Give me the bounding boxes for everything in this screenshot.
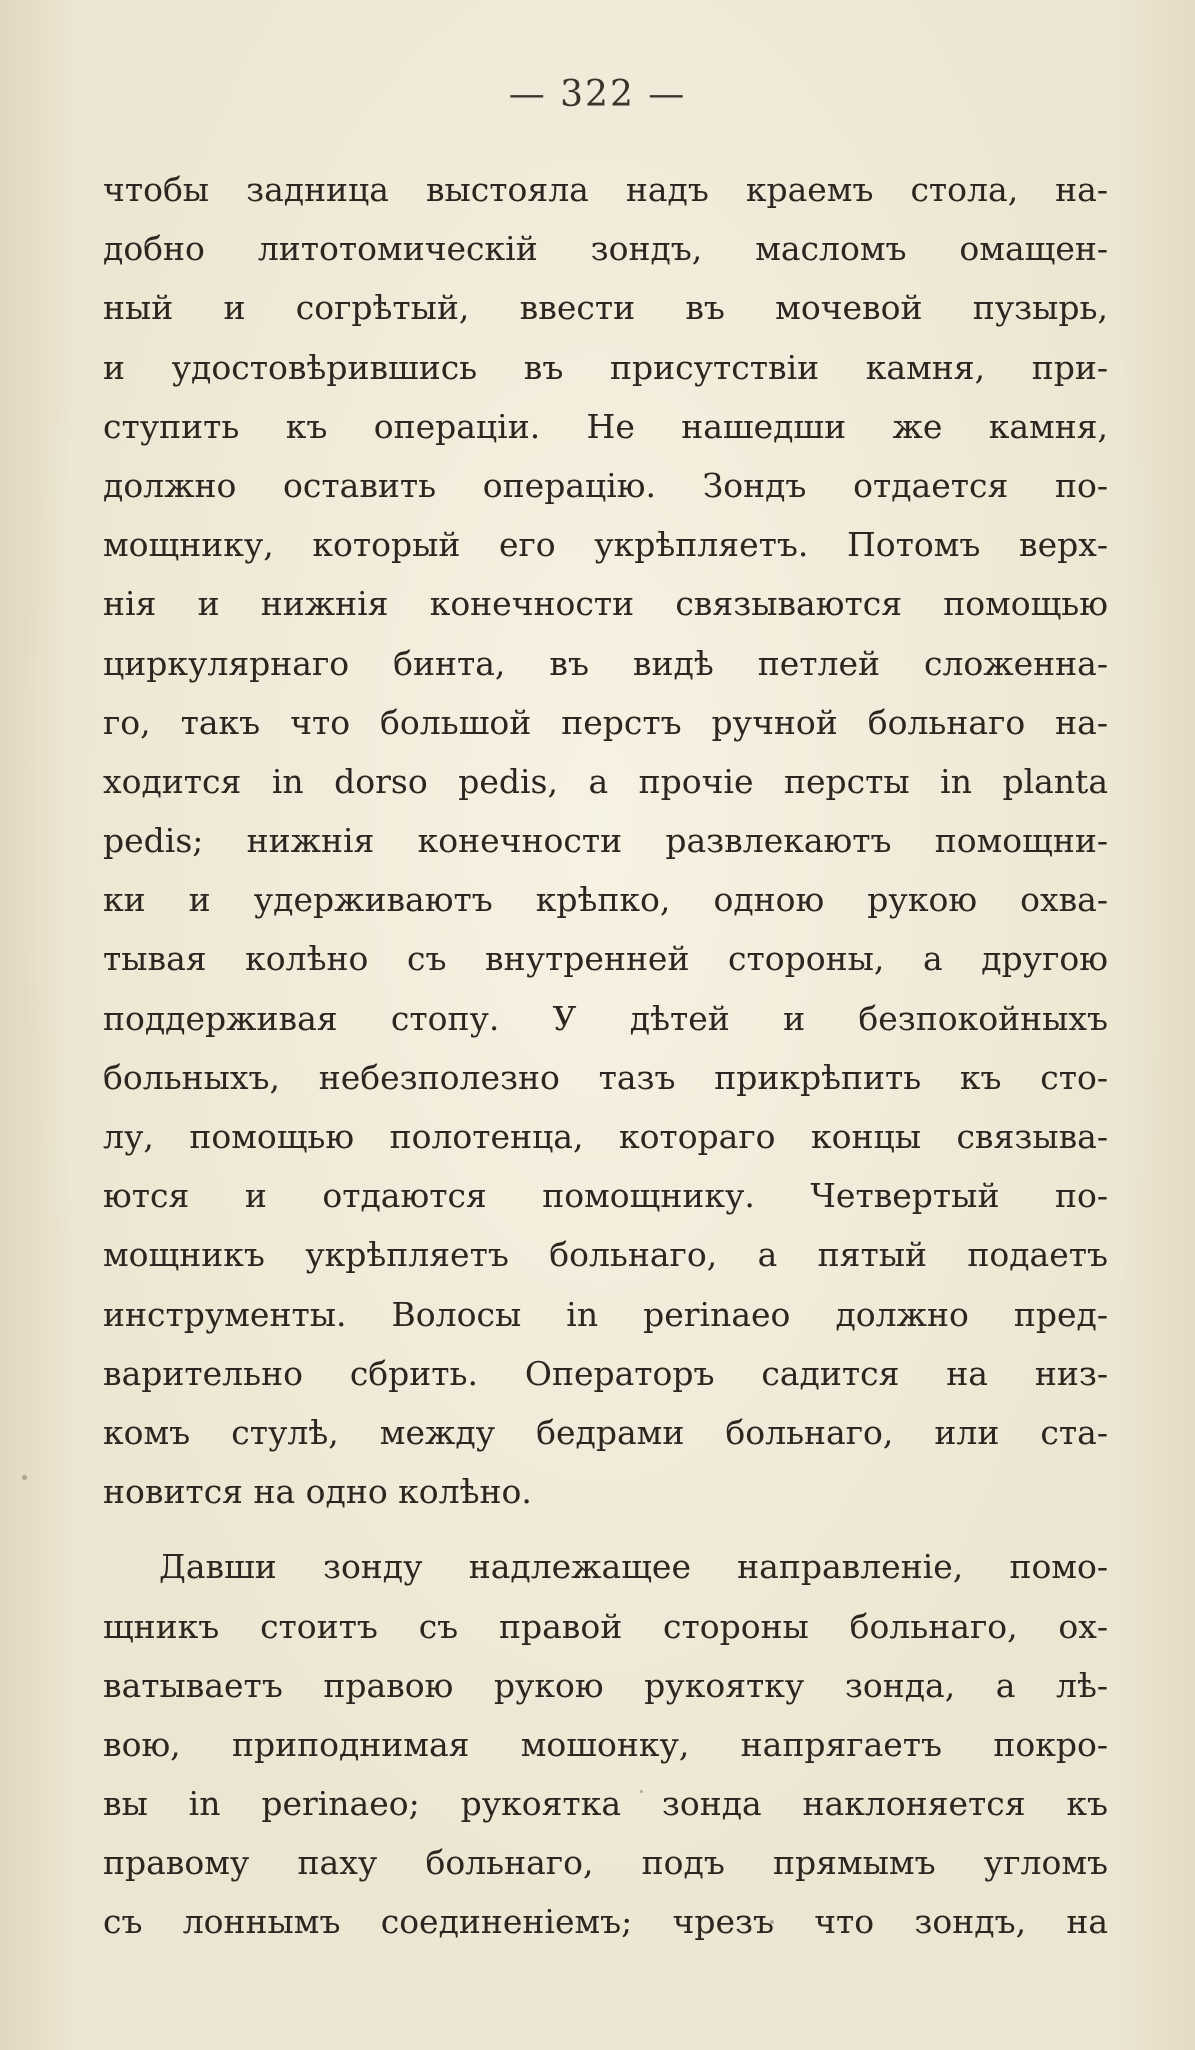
text-line: ются и отдаются помощнику. Четвертый по- (103, 1176, 1108, 1216)
text-line: съ лоннымъ соединеніемъ; чрезъ что зондъ, на (103, 1902, 1108, 1942)
text-line: поддерживая стопу. У дѣтей и безпокойныхъ (103, 998, 1108, 1038)
page-body (103, 160, 1108, 1952)
text-line: мощнику, который его укрѣпляетъ. Потомъ верх- (103, 525, 1108, 565)
text-line: ный и согрѣтый, ввести въ мочевой пузырь, (103, 288, 1108, 328)
paper-speck (640, 1790, 643, 1793)
text-line: Давши зонду надлежащее направленіе, помо- (159, 1547, 1108, 1587)
paper-speck (22, 1475, 27, 1480)
text-line: правому паху больнаго, подъ прямымъ угломъ (103, 1843, 1108, 1883)
text-line: варительно сбрить. Операторъ садится на низ- (103, 1353, 1108, 1393)
paragraph-2 (103, 1537, 1108, 1951)
paper-speck (770, 1920, 774, 1924)
paragraph-1 (103, 160, 1108, 1521)
text-line: должно оставить операцію. Зондъ отдается по- (103, 465, 1108, 505)
text-line: го, такъ что большой перстъ ручной больнаго на- (103, 702, 1108, 742)
text-line: вы in perinaeo; рукоятка зонда наклоняется къ (103, 1784, 1108, 1824)
text-line: добно литотомическій зондъ, масломъ омащен- (103, 229, 1108, 269)
page-number: — 322 — (508, 74, 687, 115)
text-line: и удостовѣрившись въ присутствіи камня, при- (103, 347, 1108, 387)
paragraph-gap (103, 1521, 1108, 1537)
text-line: ки и удерживаютъ крѣпко, одною рукою охва- (103, 880, 1108, 920)
text-line: ступить къ операціи. Не нашедши же камня, (103, 406, 1108, 446)
text-line: нія и нижнія конечности связываются помощью (103, 584, 1108, 624)
text-line: щникъ стоитъ съ правой стороны больнаго, ох- (103, 1606, 1108, 1646)
text-line: вою, приподнимая мошонку, напрягаетъ покро- (103, 1724, 1108, 1764)
text-line: тывая колѣно съ внутренней стороны, а другою (103, 939, 1108, 979)
text-line: комъ стулѣ, между бедрами больнаго, или ста- (103, 1412, 1108, 1452)
text-line: новится на одно колѣно. (103, 1472, 532, 1512)
text-line: лу, помощью полотенца, котораго концы связыва- (103, 1117, 1108, 1156)
text-line: инструменты. Волосы in perinaeo должно пред- (103, 1294, 1108, 1334)
text-line: ватываетъ правою рукою рукоятку зонда, а лѣ- (103, 1665, 1108, 1705)
text-line: ходится in dorso pedis, а прочіе персты in planta (103, 761, 1108, 801)
text-line: больныхъ, небезполезно тазъ прикрѣпить къ сто- (103, 1057, 1108, 1097)
text-line: чтобы задница выстояла надъ краемъ стола, на- (103, 170, 1108, 209)
text-line: мощникъ укрѣпляетъ больнаго, а пятый подаетъ (103, 1235, 1108, 1275)
text-line: pedis; нижнія конечности развлекаютъ помощни- (103, 821, 1108, 861)
text-line: циркулярнаго бинта, въ видѣ петлей сложенна- (103, 643, 1108, 683)
